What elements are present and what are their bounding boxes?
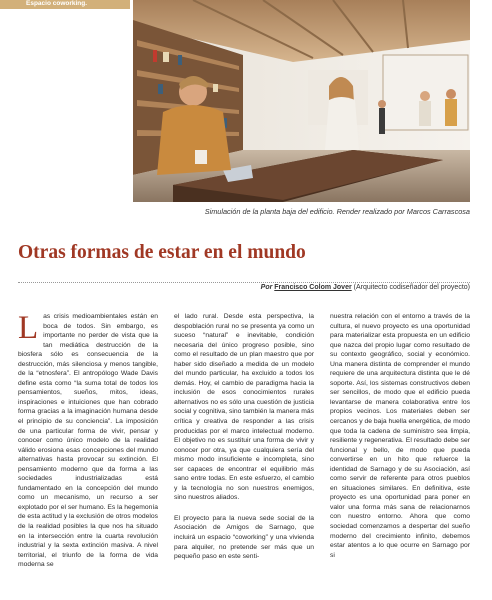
article-column-3 — [330, 312, 470, 560]
article-title: Otras formas de estar en el mundo — [18, 242, 306, 263]
article-column-2 — [174, 312, 314, 562]
photo-caption: Simulación de la planta baja del edificio. Render realizado por Marcos Carrascosa — [204, 207, 470, 216]
column-3-text: nuestra relación con el entorno a través de la cultura, el nuevo proyecto es una oportunidad para materializar esta propuesta en un edificio que nazca del propio lugar como resultado de su contexto geográfico, social y económico. Una manera distinta de comprender el mundo requiere de una arquitectura distinta que le dé soporte. Así, los sistemas constructivos deben ser sencillos, de modo que el edificio pueda levantarse de manera colaborativa entre los propios vecinos. Los materiales deben ser cercanos y de baja huella energética, de modo que toda la cadena de suministro sea limpia, resiliente y regenerativa. El resultado debe ser funcional y bello, de modo que pueda convertirse en un hito que refuerce la identidad de Sarnago y de su Asociación, así como servir de referente para otros pueblos en situaciones similares. En definitiva, este proyecto es una oportunidad para poner en valor una forma más sana de relacionarnos con nuestro entorno. Ahora que como sociedad comenzamos a despertar del sueño moderno del crecimiento infinito, debemos estar atentos a lo que ocurre en Sarnago por si — [330, 313, 470, 559]
byline-prefix: Por — [260, 284, 273, 291]
article-column-1 — [18, 312, 158, 570]
column-2-paragraph-2: El proyecto para la nueva sede social de la Asociación de Amigos de Sarnago, que incluirá un espacio “coworking” y una vivienda para alquiler, no pretende ser más que un pequeño paso en este senti- — [174, 514, 314, 561]
section-tag-text: Espacio coworking. — [26, 0, 88, 7]
column-2-paragraph-1: el lado rural. Desde esta perspectiva, la despoblación rural no se presenta ya como un suceso “natural” e inevitable, condición necesaria del único progreso posible, sino como el resultado de un plan maestro que por haber sido diseñado a medida de un modelo del mundo particular, ha excluido a todos los demás. Hoy, el cambio de paradigma hacia la inclusión de esos conocimientos rurales alternativos no es sólo una cuestión de justicia social y cognitiva, sino también la manera más crítica y creativa de responder a las crisis producidas por el marco intelectual moderno. El objetivo no es sustituir una forma de vivir y conocer por otra, ya que cualquiera sería del mismo modo insuficiente e incompleta, sino ser capaces de encontrar el equilibrio más sano entre todas. En este esfuerzo, el cambio y la tecnología no son nuestros enemigos, sino nuestros aliados. — [174, 313, 314, 502]
byline-divider — [18, 282, 470, 283]
render-illustration — [133, 0, 470, 202]
byline-author: Francisco Colom Jover — [274, 284, 352, 291]
column-1-text: as crisis medioambientales están en boca de todos. Sin embargo, es importante no perder de vista que la tan mediática destrucción de la biosfera sólo es consecuencia de la destrucción, más silenciosa y menos tangible, de la “etnosfera”. El antropólogo Wade Davis define esta como “la suma total de todos los pensamientos, sueños, mitos, ideas, inspiraciones e intuiciones que han cobrado forma gracias a la imaginación humana desde el principio de su conciencia”. La imposición de una particular forma de vivir, pensar y conocer como único modelo de la realidad válido erosiona esas concepciones del mundo alternativas hasta provocar su extinción. El pensamiento moderno que da forma a las sociedades industrializadas está fundamentado en la concepción del mundo como un mecanismo, un recurso a ser explotado por el ser humano. Es la hegemonía de esta actitud y la exclusión de otros modelos de la realidad posibles la que nos ha situado en la intersección entre la cuarta revolución industrial y la sexta extinción masiva. A nivel territorial, el triunfo de la forma de vida moderna se — [18, 313, 158, 569]
section-tag — [0, 0, 130, 16]
byline-role: (Arquitecto codiseñador del proyecto) — [351, 284, 470, 291]
render-photo — [133, 0, 470, 202]
byline — [18, 284, 470, 291]
drop-cap: L — [18, 310, 39, 346]
